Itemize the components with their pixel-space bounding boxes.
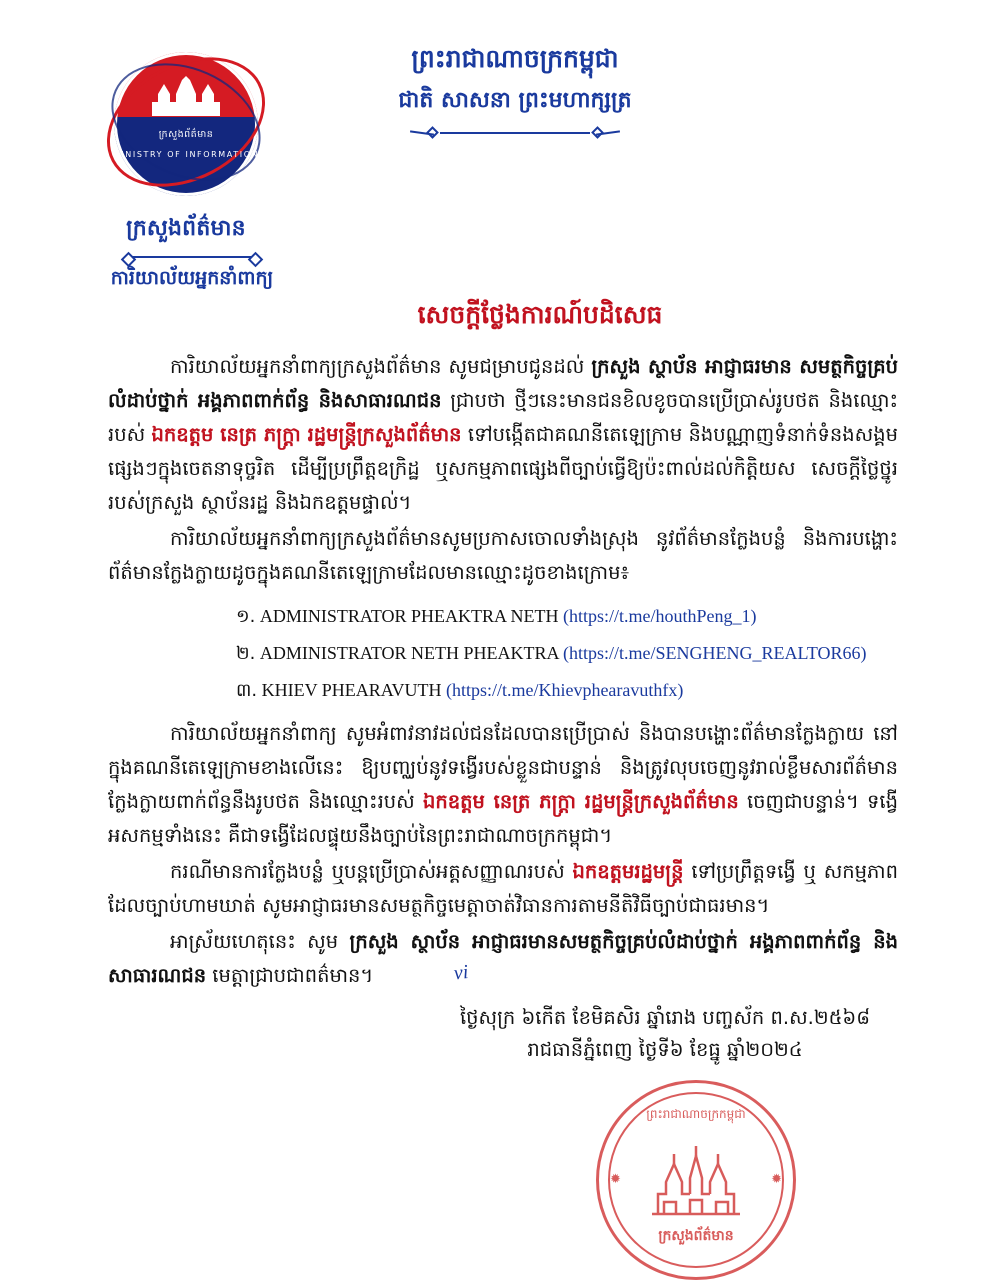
seal-angkor-icon (646, 1142, 746, 1218)
kingdom-line-1: ព្រះរាជាណាចក្រកម្ពុជា (411, 44, 619, 73)
department-divider (132, 256, 252, 258)
handwritten-signature: vi (452, 961, 469, 985)
paragraph-1 (108, 350, 898, 520)
ministry-logo-block (96, 46, 276, 246)
list-item-link[interactable]: (https://t.me/houthPeng_1) (563, 606, 757, 626)
document-header (0, 0, 984, 289)
seal-bottom-text: ក្រសួងព័ត៌មាន (658, 1228, 734, 1244)
ministry-logo-icon (106, 46, 266, 206)
official-seal (596, 1080, 796, 1280)
logo-orbit-ring-secondary (93, 41, 279, 203)
list-item-number: ៣. (236, 680, 258, 701)
p1-segment-a: ការិយាល័យអ្នកនាំពាក្យក្រសួងព័ត៌មាន សូមជម្រាបជូនដល់ (170, 355, 585, 378)
p6-segment-c: មេត្តាជ្រាបជាពត៌មាន។ (212, 964, 374, 987)
ministry-name: ក្រសួងព័ត៌មាន (126, 216, 246, 241)
p5-segment-a: ករណីមានការក្លែងបន្លំ ឬបន្តប្រើប្រាស់អត្តសញ្ញាណរបស់ (170, 860, 573, 883)
list-item-number: ២. (236, 643, 256, 664)
kingdom-line-2: ជាតិ សាសនា ព្រះមហាក្សត្រ (398, 88, 632, 113)
p4-minister-name: ឯកឧត្តម នេត្រ ភក្ត្រា រដ្ឋមន្ត្រីក្រសួងព័ត៌មាន (422, 790, 739, 813)
date-block (430, 1002, 900, 1066)
p1-segment-c: ជ្រាបថា ថ្មីៗនេះមានជនខិលខូចបានប្រើប្រាស់រូបថត និងឈ្មោះរបស់ (108, 389, 899, 446)
p6-segment-a: អាស្រ័យហេតុនេះ សូម (170, 930, 350, 953)
list-item-name: ADMINISTRATOR PHEAKTRA NETH (259, 606, 559, 626)
p6-recipients: ក្រសួង ស្ថាប័ន អាជ្ញាធរមានសមត្ថកិច្ចគ្រប់លំដាប់ថ្នាក់ អង្គភាពពាក់ព័ន្ធ និងសាធារណជន (108, 930, 898, 987)
seal-top-text: ព្រះរាជាណាចក្រកម្ពុជា (646, 1107, 746, 1121)
kingdom-flourish-divider (410, 126, 620, 140)
p1-minister-name: ឯកឧត្តម នេត្រ ភក្ត្រា រដ្ឋមន្ត្រីក្រសួងព័ត៌មាន (151, 423, 462, 446)
p5-segment-c: ទៅប្រព្រឹត្តទង្វើ ឬ សកម្មភាពដែលច្បាប់ហាមឃាត់ សូមអាជ្ញាធរមានសមត្ថកិច្ចមេត្តាចាត់វិធានការតាមនីតិវិធីច្បាប់ជាធរមាន។ (108, 860, 899, 917)
list-item-link[interactable]: (https://t.me/Khievphearavuthfx) (445, 680, 684, 700)
list-item-link[interactable]: (https://t.me/SENGHENG_REALTOR66) (563, 643, 867, 663)
telegram-account-list (108, 598, 898, 709)
logo-khmer-text: ក្រសួងព័ត៌មាន (158, 129, 214, 140)
department-block (72, 256, 312, 294)
seal-star-right-icon: ✹ (771, 1172, 782, 1187)
p1-segment-b: ក្រសួង ស្ថាប័ន អាជ្ញាធរមាន សមត្ថកិច្ចគ្រប់លំដាប់ថ្នាក់ អង្គភាពពាក់ព័ន្ធ និងសាធារណជន (108, 355, 898, 412)
list-item-number: ១. (236, 606, 256, 627)
logo-english-text: MINISTRY OF INFORMATION (112, 150, 260, 159)
list-item (236, 598, 898, 635)
kingdom-heading (300, 44, 730, 140)
document-body (108, 350, 898, 995)
p4-segment-a: ការិយាល័យអ្នកនាំពាក្យ សូមអំពាវនាវដល់ជនដែលបានប្រើប្រាស់ និងបានបង្ហោះព័ត៌មានក្លែងក្លាយ នៅក្នុងគណនីតេឡេក្រាមខាងលើនេះ ឱ្យបញ្ឈប់នូវទង្វើរបស់ខ្លួនជាបន្ទាន់ និងត្រូវលុបចេញនូវរាល់ខ្លឹមសារព័ត៌មានក្លែងក្លាយពាក់ព័ន្ធនឹងរូបថត និងឈ្មោះរបស់ (108, 722, 898, 813)
paragraph-5 (108, 855, 898, 923)
p4-segment-c: ចេញជាបន្ទាន់។ ទង្វើអសកម្មទាំងនេះ គឺជាទង្វើដែលផ្ទុយនឹងច្បាប់នៃព្រះរាជាណាចក្រកម្ពុជា។ (108, 790, 898, 847)
list-item (236, 672, 898, 709)
list-item-name: ADMINISTRATOR NETH PHEAKTRA (259, 643, 559, 663)
list-item-name: KHIEV PHEARAVUTH (261, 680, 442, 700)
paragraph-6 (108, 925, 898, 993)
paragraph-4 (108, 717, 898, 853)
paragraph-2: ការិយាល័យអ្នកនាំពាក្យក្រសួងព័ត៌មានសូមប្រកាសចោលទាំងស្រុង នូវព័ត៌មានក្លែងបន្លំ និងការបង្ហោះព័ត៌មានក្លែងក្លាយដូចក្នុងគណនីតេឡេក្រាមដែលមានឈ្មោះដូចខាងក្រោម៖ (108, 527, 898, 584)
department-name: ការិយាល័យអ្នកនាំពាក្យ (110, 267, 274, 289)
p1-segment-e: ទៅបង្កើតជាគណនីតេឡេក្រាម និងបណ្ណាញទំនាក់ទំនងសង្គម ផ្សេងៗក្នុងចេតនាទុច្ចរិត ដើម្បីប្រព្រឹត្តឧក្រិដ្ឋ ឬសកម្មភាពផ្សេងពីច្បាប់ធ្វើឱ្យប៉ះពាល់ដល់កិត្តិយស សេចក្តីថ្លៃថ្នូររបស់ក្រសួង ស្ថាប័នរដ្ឋ និងឯកឧត្តមផ្ទាល់។ (108, 423, 898, 514)
date-gregorian: រាជធានីភ្នំពេញ ថ្ងៃទី៦ ខែធ្នូ ឆ្នាំ២០២៤ (527, 1038, 803, 1061)
date-khmer-calendar: ថ្ងៃសុក្រ ៦កើត ខែមិគសិរ ឆ្នាំរោង បញ្ចស័ក ព.ស.២៥៦៨ (459, 1006, 871, 1029)
p5-minister-title: ឯកឧត្តមរដ្ឋមន្ត្រី (572, 860, 684, 883)
seal-star-left-icon: ✹ (610, 1172, 621, 1187)
list-item (236, 635, 898, 672)
document-title: សេចក្តីថ្លែងការណ៍បដិសេធ (417, 300, 663, 329)
